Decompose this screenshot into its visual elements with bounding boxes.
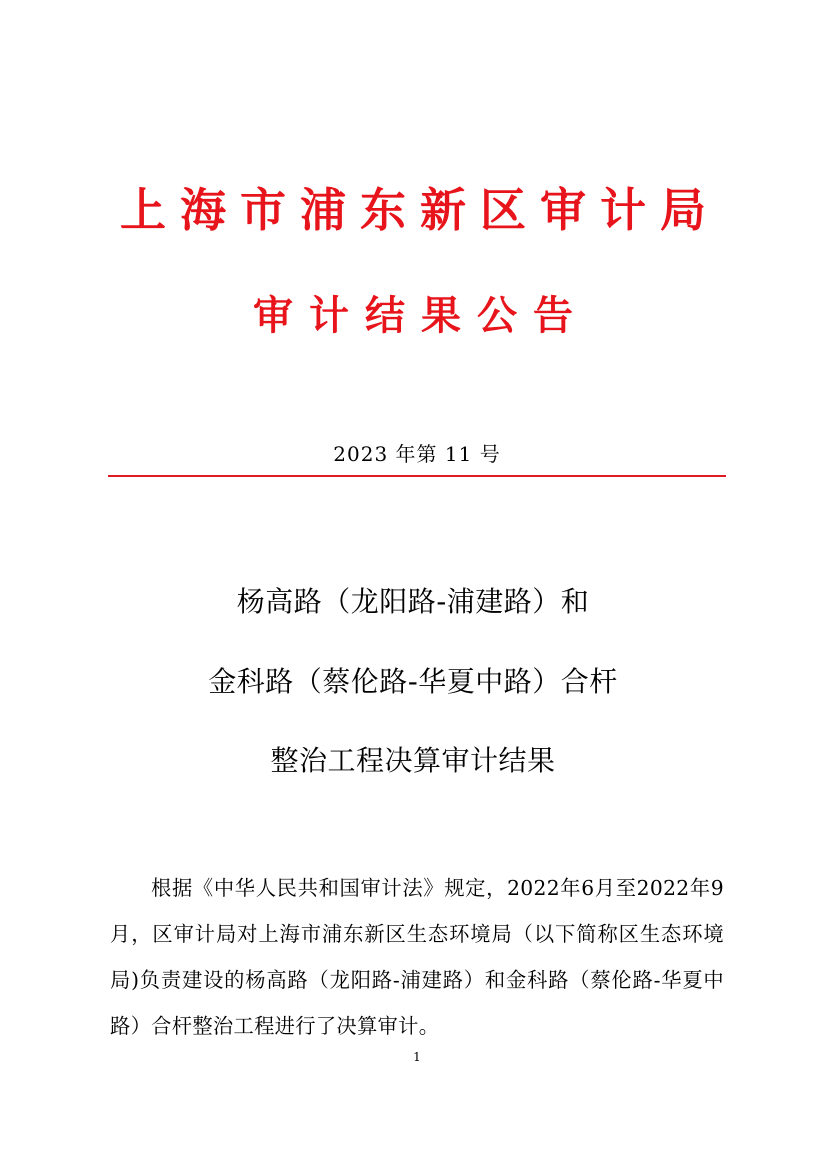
red-divider-line <box>108 475 726 477</box>
report-title-line-1: 杨高路（龙阳路-浦建路）和 <box>236 585 590 618</box>
document-number: 2023 年第 11 号 <box>333 442 501 466</box>
report-title-line-3: 整治工程决算审计结果 <box>270 744 556 777</box>
body-paragraph: 根据《中华人民共和国审计法》规定，2022年6月至2022年9月，区审计局对上海市浦东新区生态环境局（以下简称区生态环境局)负责建设的杨高路（龙阳路-浦建路）和金科路（蔡伦路-华夏中路）合杆整治工程进行了决算审计。 <box>110 876 724 1039</box>
agency-header-title: 上海市浦东新区审计局 <box>120 183 720 237</box>
announcement-subtitle: 审计结果公告 <box>253 293 589 339</box>
page-number: 1 <box>413 1050 421 1064</box>
report-title-line-2: 金科路（蔡伦路-华夏中路）合杆 <box>208 665 618 698</box>
